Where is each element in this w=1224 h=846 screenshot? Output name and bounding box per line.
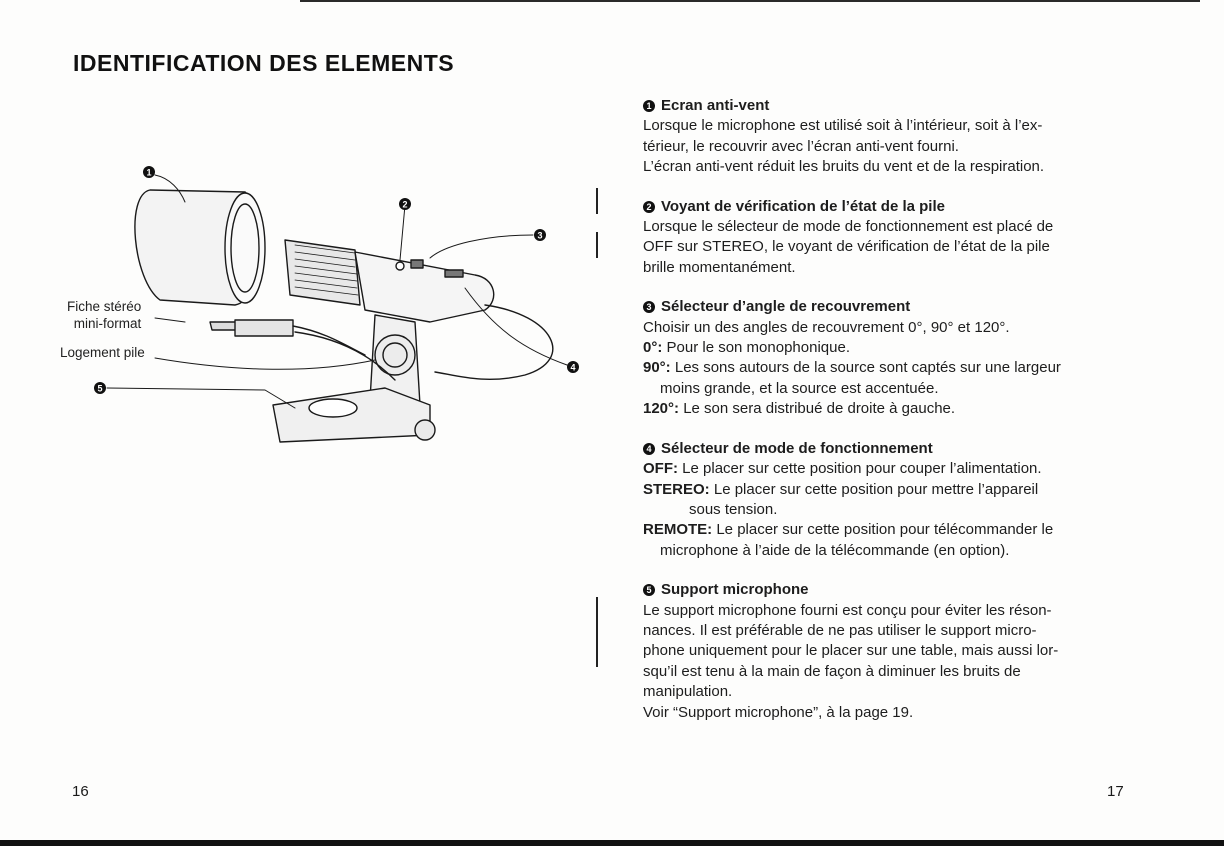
section-heading: 5 Support microphone [643, 580, 1123, 600]
svg-text:1: 1 [146, 167, 152, 178]
definition-item: OFF: Le placer sur cette position pour couper l’alimentation. [643, 460, 1042, 478]
element-descriptions [643, 96, 1123, 742]
logement-pile-label: Logement pile [60, 345, 145, 360]
text-line: OFF sur STEREO, le voyant de vérification de l’état de la pile [643, 238, 1050, 256]
text-line: brille momentanément. [643, 258, 796, 276]
circled-number-3: 3 [643, 301, 655, 313]
mic-body [355, 252, 494, 322]
text-line: nances. Il est préférable de ne pas utiliser le support micro- [643, 621, 1037, 639]
text-line: térieur, le recouvrir avec l’écran anti-vent fourni. [643, 137, 959, 155]
text-line: L’écran anti-vent réduit les bruits du vent et de la respiration. [643, 158, 1045, 176]
text-line: Lorsque le sélecteur de mode de fonctionnement est placé de [643, 218, 1054, 236]
definition-item: REMOTE: Le placer sur cette position pour télécommander le [643, 521, 1054, 539]
section-heading: 2 Voyant de vérification de l’état de la pile [643, 197, 1123, 217]
fiche-stereo-label: Fiche stéréo mini-format [67, 299, 142, 331]
text-line: sous tension. [689, 500, 778, 518]
microphone-illustration [55, 150, 595, 460]
text-line: Lorsque le microphone est utilisé soit à l’intérieur, soit à l’ex- [643, 117, 1043, 135]
circled-number-1: 1 [643, 100, 655, 112]
svg-text:4: 4 [570, 362, 576, 373]
section-windscreen [643, 96, 1123, 178]
section-stand [643, 580, 1123, 723]
battery-cap [375, 335, 415, 375]
text-line: manipulation. [643, 683, 733, 701]
stand-thread [309, 399, 357, 417]
section-angle-selector [643, 297, 1123, 419]
stand-base [273, 388, 430, 442]
text-line: Voir “Support microphone”, à la page 19. [643, 703, 914, 721]
svg-text:2: 2 [402, 199, 408, 210]
section-heading: 3 Sélecteur d’angle de recouvrement [643, 297, 1123, 317]
stand-knob [415, 420, 435, 440]
definition-item: STEREO: Le placer sur cette position pour mettre l’appareil [643, 480, 1039, 498]
svg-text:3: 3 [537, 230, 543, 241]
circled-number-2: 2 [643, 201, 655, 213]
mic-head [285, 240, 360, 305]
section-heading: 4 Sélecteur de mode de fonctionnement [643, 439, 1123, 459]
section-mode-selector [643, 439, 1123, 561]
text-line: phone uniquement pour le placer sur une table, mais aussi lor- [643, 642, 1059, 660]
mini-plug [210, 322, 237, 330]
definition-item: 90°: Les sons autours de la source sont captés sur une largeur [643, 359, 1061, 377]
text-line: microphone à l’aide de la télécommande (en option). [660, 541, 1010, 559]
section-battery-indicator [643, 197, 1123, 279]
definition-item: 0°: Pour le son monophonique. [643, 339, 850, 357]
text-line: squ’il est tenu à la main de façon à diminuer les bruits de [643, 662, 1021, 680]
page-title: IDENTIFICATION DES ELEMENTS [73, 50, 455, 76]
definition-item: 120°: Le son sera distribué de droite à gauche. [643, 400, 956, 418]
top-scan-rule [300, 0, 1200, 2]
svg-text:5: 5 [97, 383, 103, 394]
right-page-number: 17 [1107, 783, 1124, 800]
margin-mark [596, 232, 598, 258]
text-line: Le support microphone fourni est conçu pour éviter les réson- [643, 601, 1052, 619]
circled-number-4: 4 [643, 443, 655, 455]
bottom-scan-rule [0, 840, 1224, 846]
section-heading: 1 Ecran anti-vent [643, 96, 1123, 116]
text-line: Choisir un des angles de recouvrement 0°, 90° et 120°. [643, 318, 1010, 336]
left-page-number: 16 [72, 783, 89, 800]
margin-mark [596, 188, 598, 214]
text-line: moins grande, et la source est accentuée. [660, 379, 939, 397]
margin-mark [596, 597, 598, 667]
circled-number-5: 5 [643, 584, 655, 596]
